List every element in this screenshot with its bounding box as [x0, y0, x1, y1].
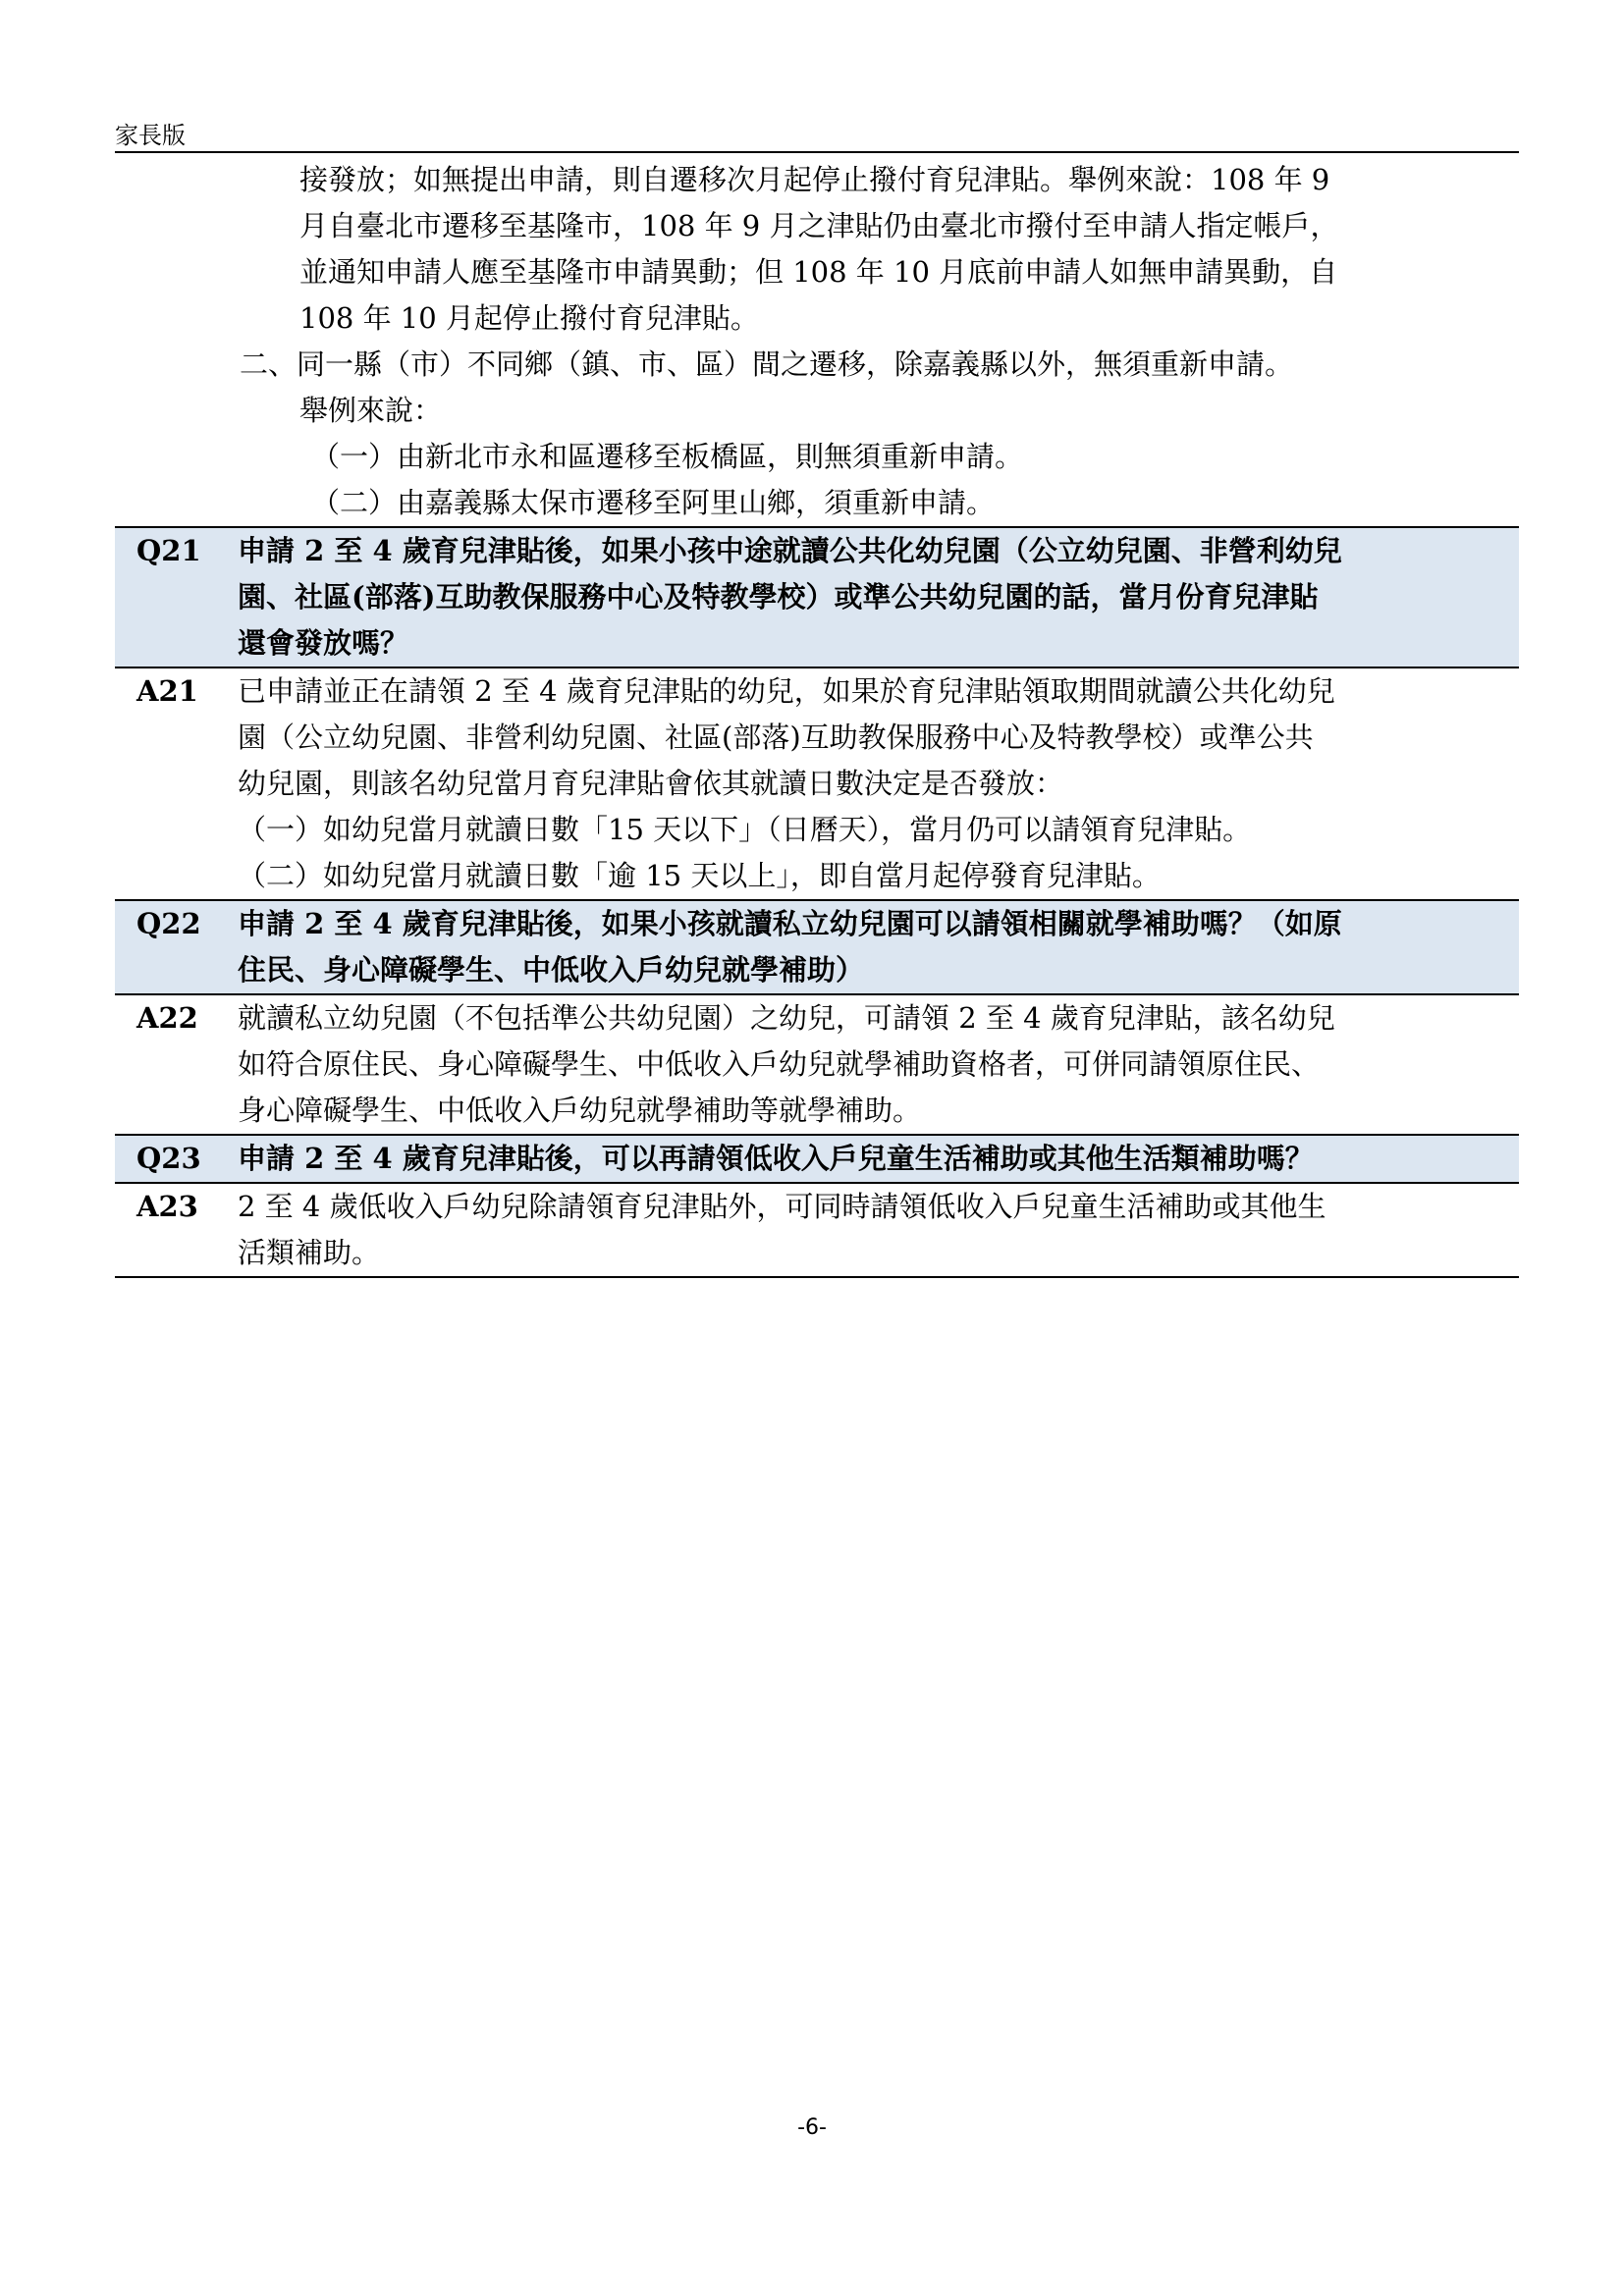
sub-item: （一）如幼兒當月就讀日數「15 天以下」（日曆天），當月仍可以請領育兒津貼。 [238, 813, 1252, 846]
text-line: 園（公立幼兒園、非營利幼兒園、社區(部落)互助教保服務中心及特教學校）或準公共 [238, 721, 1314, 754]
text-line: 住民、身心障礙學生、中低收入戶幼兒就學補助） [238, 953, 865, 987]
text-line: 如符合原住民、身心障礙學生、中低收入戶幼兒就學補助資格者，可併同請領原住民、 [238, 1047, 1321, 1081]
header-divider [115, 151, 1519, 153]
question-text [238, 1136, 1519, 1182]
text-line: 108 年 10 月起停止撥付育兒津貼。 [299, 301, 759, 335]
text-line: 2 至 4 歲低收入戶幼兒除請領育兒津貼外，可同時請領低收入戶兒童生活補助或其他生 [238, 1190, 1326, 1223]
answer-text [238, 1184, 1519, 1276]
question-row [115, 1134, 1519, 1182]
text-line: 接發放；如無提出申請，則自遷移次月起停止撥付育兒津貼。舉例來說：108 年 9 [299, 163, 1330, 196]
text-line: 身心障礙學生、中低收入戶幼兒就學補助等就學補助。 [238, 1094, 922, 1127]
sub-item: （二）由嘉義縣太保市遷移至阿里山鄉，須重新申請。 [311, 486, 996, 519]
text-line: 還會發放嗎？ [238, 626, 409, 660]
table-bottom-border [115, 1276, 1519, 1278]
text-line: 就讀私立幼兒園（不包括準公共幼兒園）之幼兒，可請領 2 至 4 歲育兒津貼，該名幼兒 [238, 1001, 1335, 1035]
question-code: Q23 [136, 1142, 201, 1175]
question-row [115, 526, 1519, 667]
sub-item: （二）如幼兒當月就讀日數「逾 15 天以上」，即自當月起停發育兒津貼。 [238, 859, 1161, 892]
answer-text [238, 668, 1519, 899]
text-line: 月自臺北市遷移至基隆市，108 年 9 月之津貼仍由臺北市撥付至申請人指定帳戶， [299, 209, 1339, 242]
text-line: 申請 2 至 4 歲育兒津貼後，如果小孩中途就讀公共化幼兒園（公立幼兒園、非營利幼兒 [238, 534, 1342, 567]
page-number: -6- [797, 2115, 827, 2140]
text-line: 園、社區(部落)互助教保服務中心及特教學校）或準公共幼兒園的話，當月份育兒津貼 [238, 580, 1319, 614]
text-line: 並通知申請人應至基隆市申請異動；但 108 年 10 月底前申請人如無申請異動，自 [299, 255, 1338, 289]
text-line: 申請 2 至 4 歲育兒津貼後，可以再請領低收入戶兒童生活補助或其他生活類補助嗎？ [238, 1142, 1314, 1175]
question-code: Q22 [136, 907, 201, 940]
header-label: 家長版 [115, 122, 186, 149]
answer-code: A21 [136, 674, 198, 708]
question-code: Q21 [136, 534, 201, 567]
answer-row [115, 667, 1519, 899]
answer-code: A23 [136, 1190, 198, 1223]
continuation-paragraph [299, 157, 1519, 342]
question-text [238, 528, 1519, 667]
question-row [115, 899, 1519, 993]
sub-item: （一）由新北市永和區遷移至板橋區，則無須重新申請。 [311, 440, 1024, 473]
list-item-2: 二、同一縣（市）不同鄉（鎮、市、區）間之遷移，除嘉義縣以外，無須重新申請。 [240, 347, 1294, 381]
example-label: 舉例來說： [299, 394, 443, 427]
question-text [238, 901, 1519, 993]
answer-row [115, 1182, 1519, 1276]
text-line: 已申請並正在請領 2 至 4 歲育兒津貼的幼兒，如果於育兒津貼領取期間就讀公共化幼兒 [238, 674, 1335, 708]
answer-row [115, 993, 1519, 1134]
answer-code: A22 [136, 1001, 198, 1035]
answer-text [238, 995, 1519, 1134]
document-body [115, 157, 1519, 1278]
text-line: 申請 2 至 4 歲育兒津貼後，如果小孩就讀私立幼兒園可以請領相關就學補助嗎？（如原 [238, 907, 1342, 940]
text-line: 幼兒園，則該名幼兒當月育兒津貼會依其就讀日數決定是否發放： [238, 767, 1064, 800]
text-line: 活類補助。 [238, 1236, 381, 1269]
